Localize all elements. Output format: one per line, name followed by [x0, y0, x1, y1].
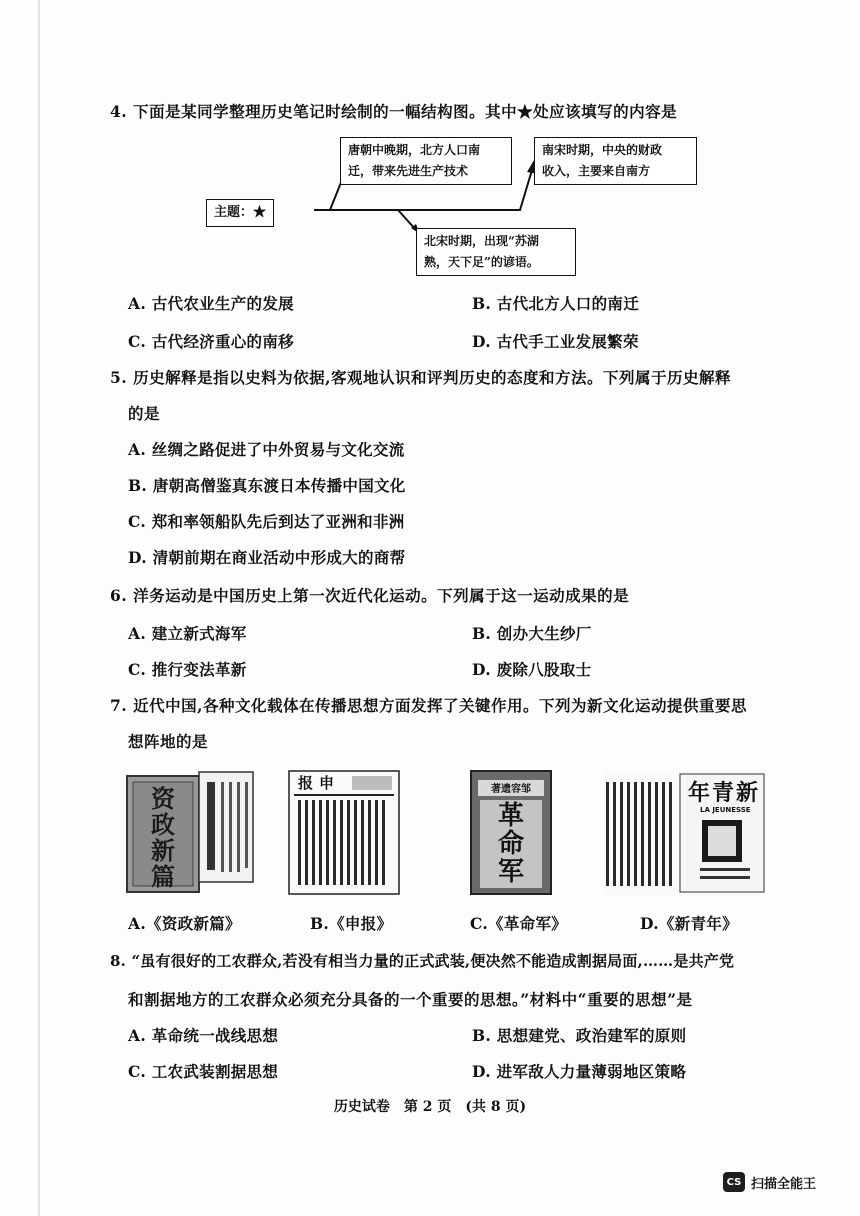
q6-option-a: A. 建立新式海军 — [128, 624, 247, 643]
q8-option-a: A. 革命统一战线思想 — [128, 1026, 279, 1045]
scanner-name: 扫描全能王 — [750, 1176, 816, 1192]
scan-edge — [38, 0, 40, 1216]
topic-box: 主题：★ — [206, 199, 274, 227]
q7-stem-line1: 7. 近代中国,各种文化载体在传播思想方面发挥了关键作用。下列为新文化运动提供重要思 — [110, 696, 747, 715]
q5-option-c: C. 郑和率领船队先后到达了亚洲和非洲 — [128, 512, 405, 531]
q4-stem: 4. 下面是某同学整理历史笔记时绘制的一幅结构图。其中★处应该填写的内容是 — [110, 102, 678, 121]
q6-stem: 6. 洋务运动是中国历史上第一次近代化运动。下列属于这一运动成果的是 — [110, 586, 630, 605]
q8-option-b: B. 思想建党、政治建军的原则 — [472, 1026, 687, 1045]
q6-option-c: C. 推行变法革新 — [128, 660, 247, 679]
xin-qingnian-image — [604, 770, 766, 895]
q8-stem-line1: 8. “虽有很好的工农群众,若没有相当力量的正式武装,便决然不能造成割据局面,……是共产党 — [110, 952, 735, 970]
q7-option-d: D.《新青年》 — [640, 914, 738, 933]
tang-box — [340, 137, 512, 185]
q4-option-c: C. 古代经济重心的南移 — [128, 332, 294, 351]
zizheng-cover-text: 资政新篇 — [151, 784, 175, 891]
north-song-box-line1: 北宋时期，出现“苏湖 — [424, 234, 539, 248]
q5-option-b: B. 唐朝高僧鉴真东渡日本传播中国文化 — [128, 476, 406, 495]
shenbao-masthead: 报申 — [298, 774, 341, 792]
q6-option-b: B. 创办大生纱厂 — [472, 624, 592, 643]
q4-option-d: D. 古代手工业发展繁荣 — [472, 332, 639, 351]
south-song-box-line2: 收入，主要来自南方 — [542, 164, 651, 178]
xin-qingnian-title: 年青新 — [688, 780, 761, 806]
page-footer: 历史试卷 第 2 页 (共 8 页) — [333, 1099, 527, 1115]
q4-option-a: A. 古代农业生产的发展 — [128, 294, 294, 313]
south-song-box-line1: 南宋时期，中央的财政 — [542, 143, 663, 157]
xin-qingnian-subtitle: LA JEUNESSE — [700, 806, 751, 814]
geming-jun-title: 革命军 — [497, 801, 524, 887]
q8-option-d: D. 进军敌人力量薄弱地区策略 — [472, 1062, 687, 1081]
shenbao-image — [288, 770, 400, 895]
scanner-watermark — [723, 1172, 816, 1192]
north-song-box-line2: 熟，天下足”的谚语。 — [424, 255, 539, 269]
geming-jun-image — [470, 770, 552, 895]
north-song-box — [416, 228, 576, 276]
q8-option-c: C. 工农武装割据思想 — [128, 1062, 279, 1081]
q5-stem-line1: 5. 历史解释是指以史料为依据,客观地认识和评判历史的态度和方法。下列属于历史解释 — [110, 368, 731, 387]
camscanner-logo-icon: CS — [723, 1172, 745, 1192]
q5-stem-line2: 的是 — [128, 404, 161, 423]
tang-box-line1: 唐朝中晚期，北方人口南 — [348, 143, 481, 157]
q7-option-b: B.《申报》 — [310, 914, 393, 933]
q7-stem-line2: 想阵地的是 — [128, 732, 209, 751]
q8-stem-line2: 和割据地方的工农群众必须充分具备的一个重要的思想。”材料中“重要的思想”是 — [128, 990, 693, 1009]
zizheng-xinpian-image — [125, 770, 255, 895]
q7-option-a: A.《资政新篇》 — [128, 914, 241, 933]
q6-option-d: D. 废除八股取士 — [472, 660, 592, 679]
q7-option-c: C.《革命军》 — [470, 914, 568, 933]
q5-option-a: A. 丝绸之路促进了中外贸易与文化交流 — [128, 440, 405, 459]
q4-option-b: B. 古代北方人口的南迁 — [472, 294, 639, 313]
south-song-box — [534, 137, 697, 185]
tang-box-line2: 迁，带来先进生产技术 — [348, 164, 469, 178]
geming-jun-author: 著遗容邹 — [491, 784, 531, 795]
q5-option-d: D. 清朝前期在商业活动中形成大的商帮 — [128, 548, 406, 567]
